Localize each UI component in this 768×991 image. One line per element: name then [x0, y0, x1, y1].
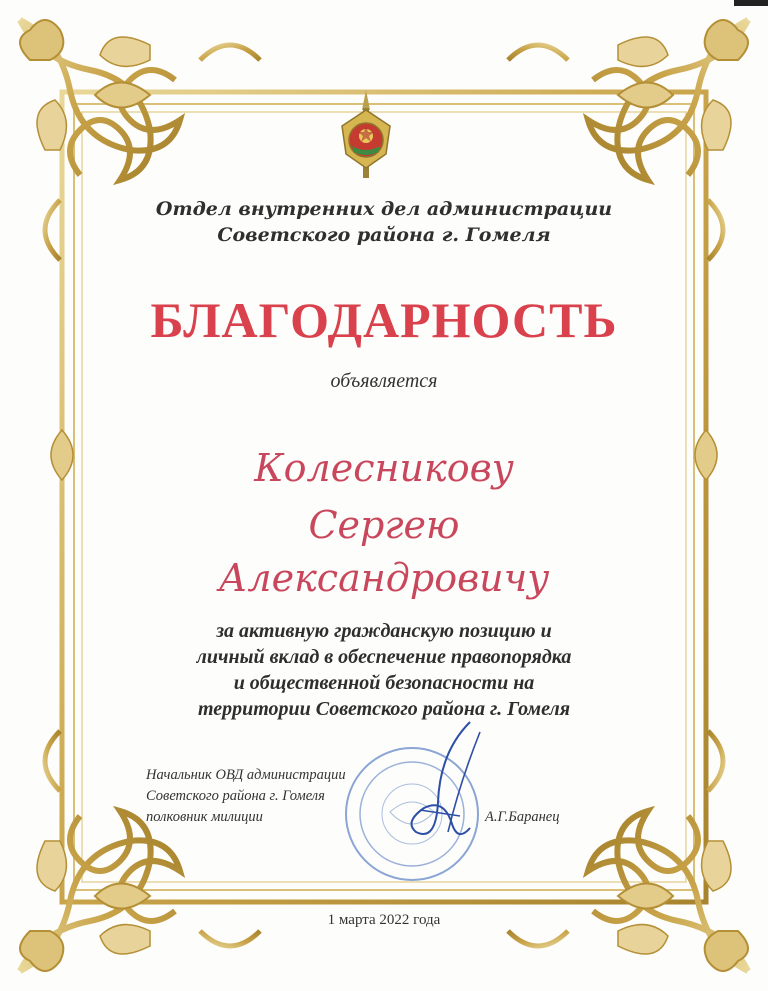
department-line: Советского района г. Гомеля [217, 224, 551, 246]
signatory-position [146, 765, 346, 828]
recipient-surname: Колесникову [254, 446, 514, 490]
recipient-patronymic: Александровичу [218, 556, 550, 600]
reason-line: территории Советского района г. Гомеля [197, 698, 571, 720]
award-reason [90, 618, 678, 722]
signatory-line: полковник милиции [146, 809, 263, 825]
signatory-line: Начальник ОВД администрации [146, 767, 346, 783]
certificate-date: 1 марта 2022 года [327, 912, 441, 928]
reason-line: личный вклад в обеспечение правопорядка [196, 646, 572, 668]
department-name [90, 196, 678, 248]
reason-line: за активную гражданскую позицию и [216, 620, 552, 642]
official-stamp-icon [320, 712, 500, 892]
signature-icon [412, 722, 481, 834]
police-emblem-icon [338, 88, 394, 184]
recipient-first-name: Сергею [308, 503, 460, 547]
reason-line: и общественной безопасности на [233, 672, 535, 694]
signatory-line: Советского района г. Гомеля [146, 788, 325, 804]
signatory-name: А.Г.Баранец [485, 809, 560, 825]
certificate-title: БЛАГОДАРНОСТЬ [150, 292, 618, 348]
department-line: Отдел внутренних дел администрации [155, 198, 613, 220]
announced-text: объявляется [330, 370, 438, 392]
